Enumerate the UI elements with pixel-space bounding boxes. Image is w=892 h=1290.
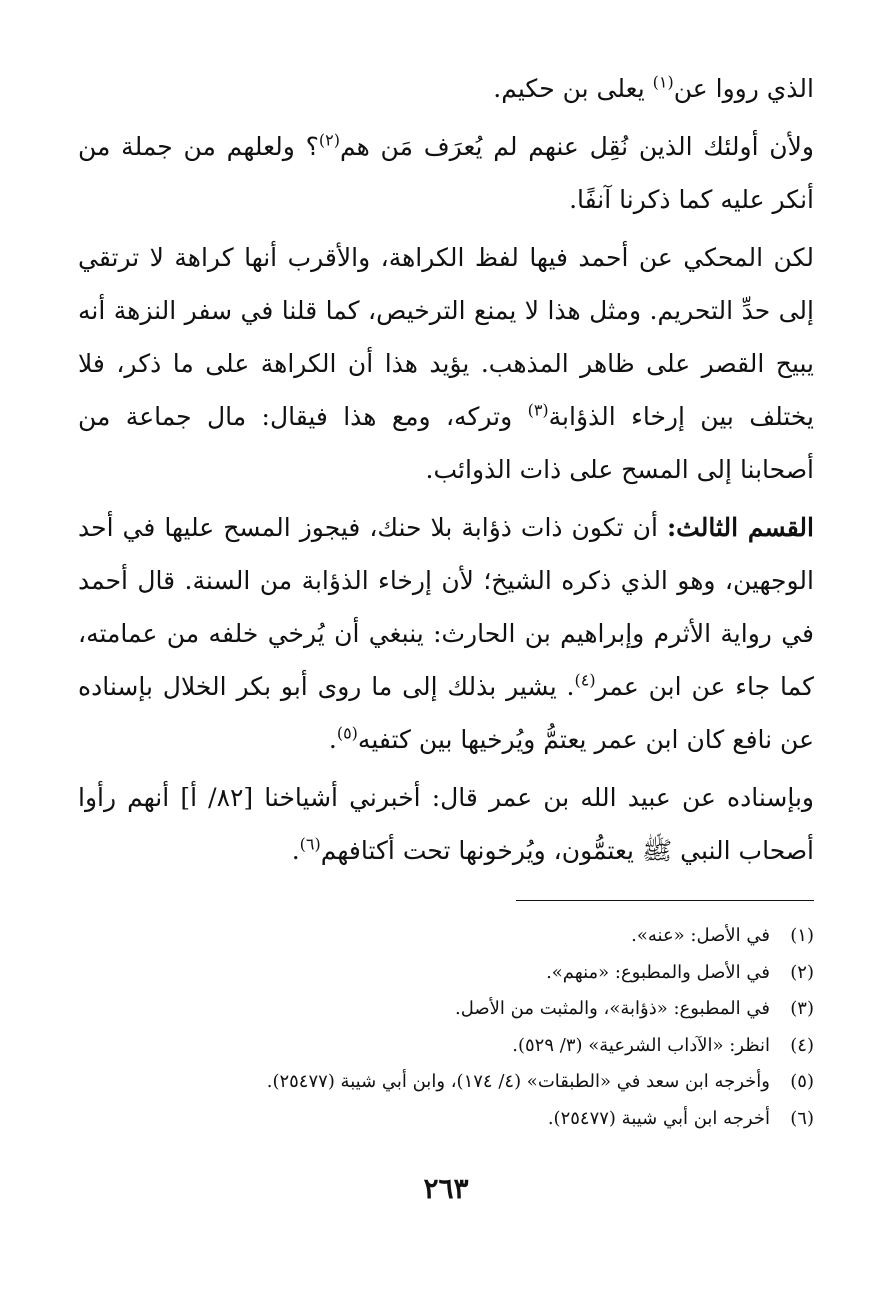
footnote-number: (٥): [790, 1071, 814, 1092]
footnote-number: (٦): [790, 1107, 814, 1129]
footnote: [78, 955, 814, 992]
footnote-ref-4: (٤): [574, 670, 596, 690]
paragraph-text: ولأن أولئك الذين نُقِل عنهم لم يُعرَف مَن هم: [339, 132, 814, 161]
paragraph-text: .: [328, 725, 337, 754]
footnote: [78, 918, 814, 955]
main-text: [78, 62, 814, 882]
footnote-separator: [516, 900, 814, 901]
footnote-number: (١): [790, 925, 814, 946]
paragraph-text: ؟ ولعلهم من جملة من أنكر عليه كما ذكرنا آنفًا.: [78, 132, 814, 214]
paragraph-text: وتركه، ومع هذا فيقال: مال جماعة من أصحابنا إلى المسح على ذات الذوائب.: [78, 402, 814, 484]
footnote-text: في الأصل: «عنه».: [631, 925, 770, 946]
footnote-number: (٢): [790, 961, 814, 983]
footnote-ref-3: (٣): [527, 400, 549, 420]
section-heading: القسم الثالث:: [666, 513, 814, 542]
footnote: [78, 1028, 814, 1065]
paragraph-4: [78, 501, 814, 766]
footnote-number: (٤): [790, 1034, 814, 1056]
footnote-number: (٣): [790, 998, 814, 1019]
footnote-text: أخرجه ابن أبي شيبة (٢٥٤٧٧).: [547, 1107, 770, 1129]
page-number: ٢٦٣: [423, 1172, 469, 1205]
footnote-ref-2: (٢): [318, 130, 340, 150]
footnote: [78, 1101, 814, 1138]
paragraph-text: . يشير بذلك إلى ما روى أبو بكر الخلال بإسناده عن نافع كان ابن عمر يعتمُّ ويُرخيها بين كتفيه: [78, 672, 814, 754]
footnote-text: في المطبوع: «ذؤابة»، والمثبت من الأصل.: [455, 998, 770, 1019]
paragraph-text: وبإسناده عن عبيد الله بن عمر قال: أخبرني أشياخنا [٨٢/ أ] أنهم رأوا أصحاب النبي ﷺ يعتمُّون، ويُرخونها تحت أكتافهم: [78, 783, 814, 865]
paragraph-1: [78, 62, 814, 115]
paragraph-text: يعلى بن حكيم.: [493, 74, 653, 103]
footnote-text: انظر: «الآداب الشرعية» (٣/ ٥٢٩).: [512, 1034, 770, 1056]
footnotes: [78, 918, 814, 1137]
footnote: [78, 991, 814, 1028]
paragraph-3: [78, 231, 814, 496]
footnote-ref-1: (١): [652, 72, 674, 92]
footnote-ref-5: (٥): [336, 723, 358, 743]
paragraph-2: [78, 120, 814, 226]
paragraph-text: الذي رووا عن: [673, 74, 814, 103]
footnote-ref-6: (٦): [299, 834, 321, 854]
footnote: [78, 1064, 814, 1101]
footnote-text: وأخرجه ابن سعد في «الطبقات» (٤/ ١٧٤)، وابن أبي شيبة (٢٥٤٧٧).: [266, 1071, 770, 1092]
paragraph-5: [78, 771, 814, 877]
paragraph-text: لكن المحكي عن أحمد فيها لفظ الكراهة، والأقرب أنها كراهة لا ترتقي إلى حدِّ التحريم. ومثل هذا لا يمنع الترخيص، كما قلنا في سفر النزهة أنه يبيح القصر على ظاهر المذهب. يؤيد هذا أن الكراهة على ما ذكر، فلا يختلف بين إرخاء الذؤابة: [78, 243, 814, 431]
paragraph-text: .: [291, 836, 300, 865]
paragraph-text: أن تكون ذات ذؤابة بلا حنك، فيجوز المسح عليها في أحد الوجهين، وهو الذي ذكره الشيخ؛ لأن إرخاء الذؤابة من السنة. قال أحمد في رواية الأثرم وإبراهيم بن الحارث: ينبغي أن يُرخي خلفه من عمامته، كما جاء عن ابن عمر: [78, 513, 814, 701]
footnote-text: في الأصل والمطبوع: «منهم».: [546, 961, 770, 983]
